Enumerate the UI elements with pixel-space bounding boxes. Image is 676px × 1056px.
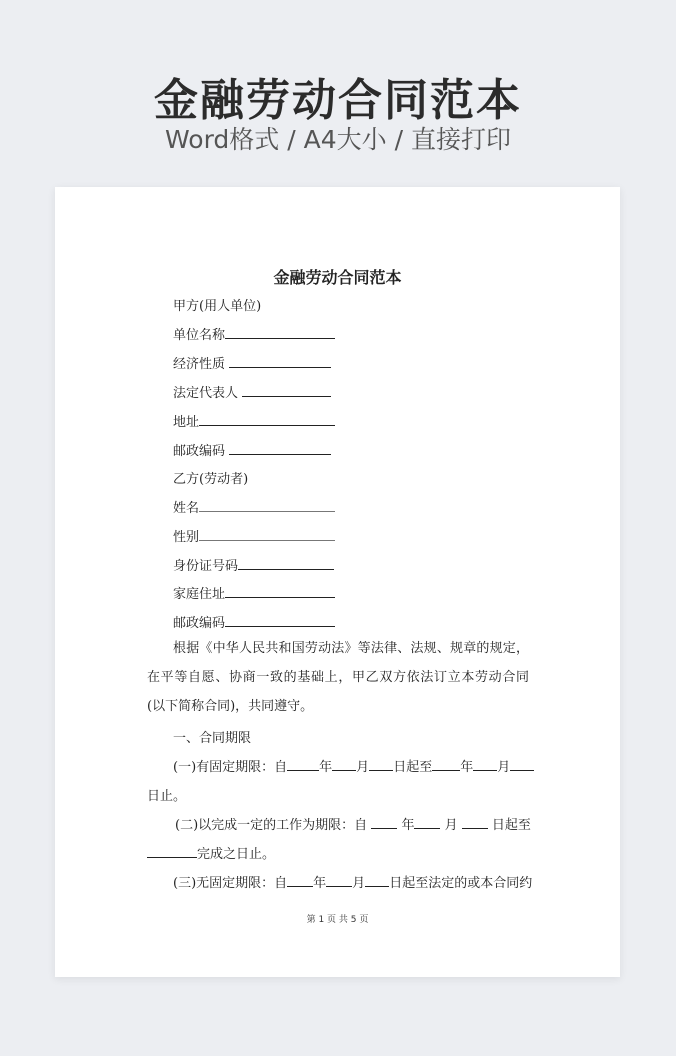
page-number: 第 1 页 共 5 页	[306, 915, 369, 925]
field-id-number: 身份证号码	[173, 555, 334, 574]
banner-subtitle: Word格式 / A4大小 / 直接打印	[165, 125, 511, 154]
blank-line	[225, 614, 335, 627]
clause-fixed-term-end: 日止。	[147, 789, 187, 804]
clause-task-term: (二)以完成一定的工作为期限：自 年 月 日起至	[175, 818, 531, 833]
blank-line	[199, 413, 335, 426]
blank-line	[199, 499, 335, 512]
field-postcode-a: 邮政编码	[173, 440, 331, 459]
party-b-heading: 乙方(劳动者)	[173, 472, 249, 487]
section-heading: 一、合同期限	[173, 731, 252, 746]
clause-task-term-end: 完成之日止。	[147, 843, 275, 862]
document-page	[55, 187, 620, 977]
field-home-address: 家庭住址	[173, 583, 335, 602]
field-gender: 性别	[173, 526, 335, 545]
clause-open-term: (三)无固定期限：自 年 月 日起至法定的或本合同约	[173, 876, 533, 891]
blank-line	[242, 384, 331, 397]
blank-line	[238, 557, 334, 570]
field-name: 姓名	[173, 497, 335, 516]
intro-paragraph: 根据《中华人民共和国劳动法》等法律、法规、规章的规定，在平等自愿、协商一致的基础上，甲乙双方依法订立本劳动合同(以下简称合同)，共同遵守。	[147, 641, 529, 714]
field-economic-nature: 经济性质	[173, 353, 331, 372]
blank-line	[225, 326, 335, 339]
blank-line	[225, 585, 335, 598]
blank-line	[229, 442, 331, 455]
field-legal-rep: 法定代表人	[173, 382, 331, 401]
banner-title: 金融劳动合同范本	[154, 75, 522, 126]
document-body	[55, 187, 620, 977]
document-title: 金融劳动合同范本	[273, 268, 402, 287]
blank-line	[229, 355, 331, 368]
field-address: 地址	[173, 411, 335, 430]
field-postcode-b: 邮政编码	[173, 612, 335, 631]
field-unit-name: 单位名称	[173, 324, 335, 343]
party-a-heading: 甲方(用人单位)	[173, 299, 262, 314]
clause-fixed-term: (一)有固定期限：自 年 月 日起至 年 月	[173, 756, 534, 775]
blank-line	[199, 528, 335, 541]
